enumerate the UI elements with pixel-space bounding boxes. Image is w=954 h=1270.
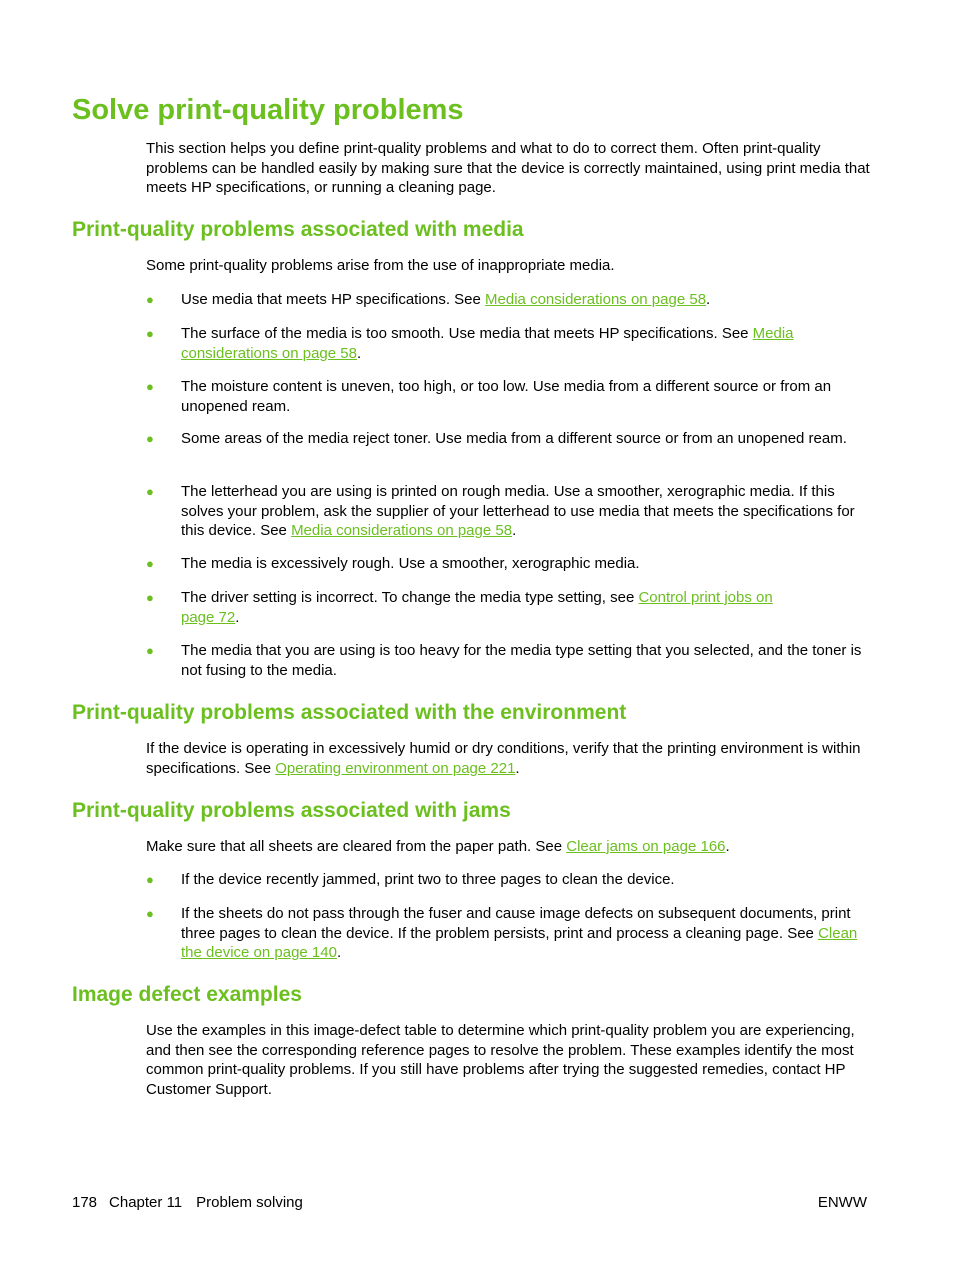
defects-paragraph: Use the examples in this image-defect table to determine which print-quality problem you are experiencing, and then see the corresponding reference pages to resolve the problem. These examples identify the most common print-quality problems. If you still have problems after trying the suggested remedies, contact HP Customer Support. bbox=[146, 1022, 855, 1098]
bullet-dot-icon: ● bbox=[146, 906, 154, 921]
bullet-text: The moisture content is uneven, too high, or too low. Use media from a different source or from an unopened ream. bbox=[181, 378, 832, 415]
bullet-text: The surface of the media is too smooth. Use media that meets HP specifications. See Media considerations on page 58. bbox=[181, 325, 794, 362]
footer-section: Problem solving bbox=[196, 1194, 303, 1211]
bullet-dot-icon: ● bbox=[146, 379, 154, 394]
jams-paragraph: Make sure that all sheets are cleared from the paper path. See Clear jams on page 166. bbox=[146, 838, 730, 855]
page-number: 178 bbox=[72, 1194, 98, 1211]
operating-environment-link[interactable]: Operating environment on page 221 bbox=[275, 759, 516, 777]
bullet-text: The media is excessively rough. Use a smoother, xerographic media. bbox=[181, 555, 640, 572]
defects-heading: Image defect examples bbox=[72, 983, 302, 1006]
intro-paragraph: This section helps you define print-quality problems and what to do to correct them. Often print-quality problems can be handled easily by making sure that the device is correctly maintained, using print media that meets HP specifications, or running a cleaning page. bbox=[146, 140, 870, 196]
bullet-dot-icon: ● bbox=[146, 431, 154, 446]
bullet-dot-icon: ● bbox=[146, 872, 154, 887]
jams-heading: Print-quality problems associated with jams bbox=[72, 799, 511, 822]
bullet-dot-icon: ● bbox=[146, 484, 154, 499]
media-considerations-link[interactable]: Media considerations on page 58 bbox=[181, 325, 794, 362]
page-title: Solve print-quality problems bbox=[72, 94, 464, 126]
bullet-text: If the device recently jammed, print two to three pages to clean the device. bbox=[181, 871, 675, 888]
clean-device-link[interactable]: Clean the device on page 140 bbox=[181, 924, 858, 961]
footer-left bbox=[72, 1193, 303, 1212]
bullet-text: The media that you are using is too heavy for the media type setting that you selected, and the toner is not fusing to the media. bbox=[181, 642, 862, 679]
media-considerations-link[interactable]: Media considerations on page 58 bbox=[485, 291, 707, 308]
footer-chapter: Chapter 11 bbox=[109, 1194, 183, 1211]
bullet-text: The driver setting is incorrect. To change the media type setting, see Control print jobs on page 72. bbox=[181, 589, 773, 626]
bullet-text: Some areas of the media reject toner. Use media from a different source or from an unopened ream. bbox=[181, 430, 847, 447]
media-intro: Some print-quality problems arise from the use of inappropriate media. bbox=[146, 257, 615, 274]
media-considerations-link[interactable]: Media considerations on page 58 bbox=[291, 522, 513, 539]
bullet-dot-icon: ● bbox=[146, 643, 154, 658]
bullet-text: If the sheets do not pass through the fuser and cause image defects on subsequent documents, print three pages to clean the device. If the problem persists, print and process a cleaning page. See Clean the device on page 140. bbox=[181, 905, 858, 961]
bullet-dot-icon: ● bbox=[146, 556, 154, 571]
footer-right: ENWW bbox=[817, 1194, 867, 1211]
clear-jams-link[interactable]: Clear jams on page 166 bbox=[566, 838, 726, 855]
bullet-text: Use media that meets HP specifications. See Media considerations on page 58. bbox=[181, 291, 711, 308]
bullet-dot-icon: ● bbox=[146, 326, 154, 341]
environment-paragraph: If the device is operating in excessively humid or dry conditions, verify that the printing environment is within specifications. See Operating environment on page 221. bbox=[146, 740, 861, 777]
bullet-text: The letterhead you are using is printed on rough media. Use a smoother, xerographic media. If this solves your problem, ask the supplier of your letterhead to use media that meets the specifications for this device. See Media considerations on page 58. bbox=[181, 483, 855, 539]
media-heading: Print-quality problems associated with media bbox=[72, 218, 524, 241]
bullet-dot-icon: ● bbox=[146, 292, 154, 307]
environment-heading: Print-quality problems associated with the environment bbox=[72, 701, 627, 724]
control-print-jobs-link[interactable]: Control print jobs on page 72 bbox=[181, 589, 773, 626]
bullet-dot-icon: ● bbox=[146, 590, 154, 605]
